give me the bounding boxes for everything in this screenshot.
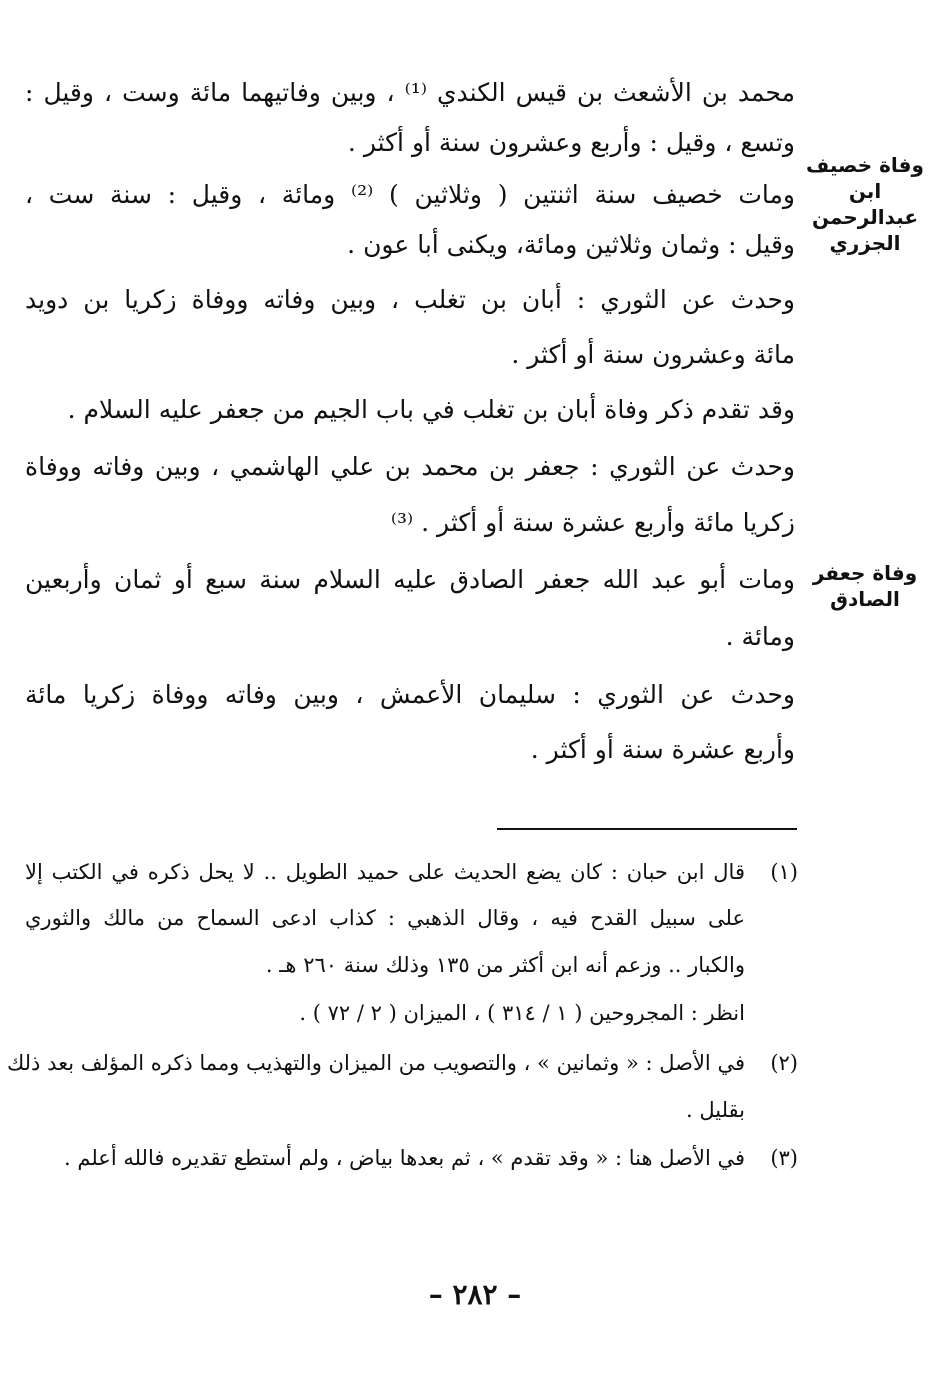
page-number: – ٢٨٢ – xyxy=(428,1278,522,1311)
margin-note-khasif-line-1: وفاة خصيف xyxy=(806,153,924,177)
body-line-5: وحدث عن الثوري : أبان بن تغلب ، وبين وفاته ووفاة زكريا بن دويد xyxy=(25,285,795,314)
footnote-2-line-1: في الأصل : « وثمانين » ، والتصويب من الميزان والتهذيب ومما ذكره المؤلف بعد ذلك xyxy=(6,1051,745,1075)
body-line-13: وأربع عشرة سنة أو أكثر . xyxy=(530,735,795,764)
body-line-2: وتسع ، وقيل : وأربع وعشرون سنة أو أكثر . xyxy=(347,128,795,157)
footnote-3-number: (٣) xyxy=(770,1146,798,1170)
body-line-10: ومات أبو عبد الله جعفر الصادق عليه السلام سنة سبع أو ثمان وأربعين xyxy=(25,565,795,594)
margin-note-khasif xyxy=(805,152,925,256)
body-line-1: محمد بن الأشعث بن قيس الكندي ⁽¹⁾ ، وبين وفاتيهما مائة وست ، وقيل : xyxy=(25,78,795,107)
footnote-1-line-3: والكبار .. وزعم أنه ابن أكثر من ١٣٥ وذلك سنة ٢٦٠ هـ . xyxy=(265,953,745,977)
footnote-1-line-4: انظر : المجروحين ( ١ / ٣١٤ ) ، الميزان ( ٢ / ٧٢ ) . xyxy=(299,1001,745,1025)
body-line-12: وحدث عن الثوري : سليمان الأعمش ، وبين وفاته ووفاة زكريا مائة xyxy=(25,680,795,709)
margin-note-khasif-line-2: ابن عبدالرحمن xyxy=(811,179,918,229)
footnote-2-number: (٢) xyxy=(770,1051,798,1075)
margin-note-khasif-line-3: الجزري xyxy=(829,231,901,255)
footnote-3-line-1: في الأصل هنا : « وقد تقدم » ، ثم بعدها بياض ، ولم أستطع تقديره فالله أعلم . xyxy=(64,1146,745,1170)
footnote-1-line-1: قال ابن حبان : كان يضع الحديث على حميد الطويل .. لا يحل ذكره في الكتب إلا xyxy=(25,860,745,884)
body-line-11: ومائة . xyxy=(725,622,795,651)
body-line-3: ومات خصيف سنة اثنتين ( وثلاثين ) ⁽²⁾ ومائة ، وقيل : سنة ست ، xyxy=(25,180,795,209)
body-line-8: وحدث عن الثوري : جعفر بن محمد بن علي الهاشمي ، وبين وفاته ووفاة xyxy=(25,452,795,481)
body-line-7: وقد تقدم ذكر وفاة أبان بن تغلب في باب الجيم من جعفر عليه السلام . xyxy=(67,395,795,424)
body-line-9: زكريا مائة وأربع عشرة سنة أو أكثر . ⁽³⁾ xyxy=(390,508,795,537)
footnote-1-line-2: على سبيل القدح فيه ، وقال الذهبي : كذاب ادعى السماح من مالك والثوري xyxy=(25,906,745,930)
body-line-4: وقيل : وثمان وثلاثين ومائة، ويكنى أبا عون . xyxy=(347,230,795,259)
margin-note-jafar-line-2: الصادق xyxy=(830,587,900,611)
margin-note-jafar-line-1: وفاة جعفر xyxy=(812,561,918,585)
footnote-divider xyxy=(497,828,797,830)
body-line-6: مائة وعشرون سنة أو أكثر . xyxy=(511,340,795,369)
footnote-1-number: (١) xyxy=(770,860,798,884)
footnote-2-line-2: بقليل . xyxy=(685,1098,745,1122)
margin-note-jafar xyxy=(805,560,925,612)
